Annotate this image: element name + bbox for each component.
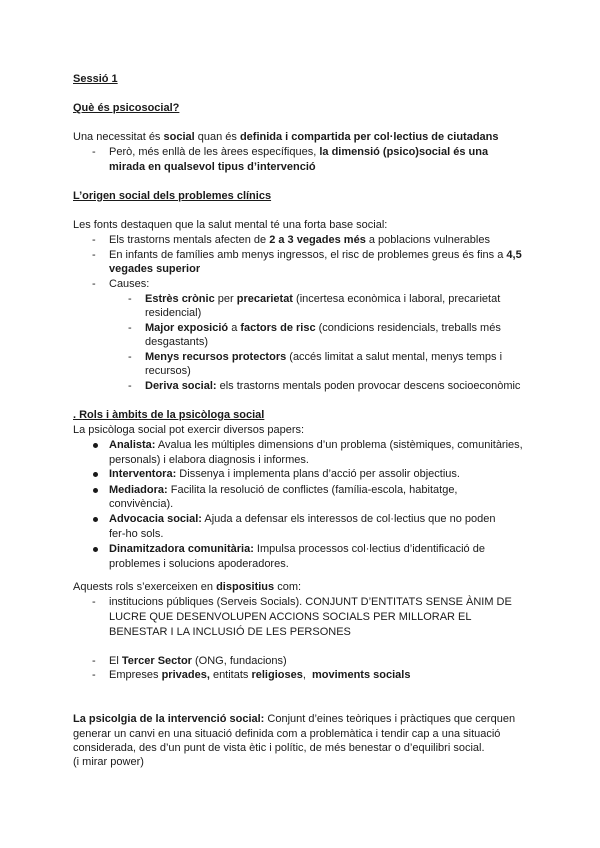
cause-1-text-b: per [214, 293, 237, 305]
def-text-1: Una necessitat és [73, 131, 164, 143]
cause-1 [145, 292, 500, 306]
disp-item-3-text-f: moviments socials [312, 669, 411, 681]
rol-4-label: Advocacia social: [109, 513, 202, 525]
dash-bullet: - [92, 278, 96, 290]
cause-4-text-a: Deriva social: [145, 380, 217, 392]
disp-item-3-text-a: Empreses [109, 669, 162, 681]
dash-bullet: - [92, 596, 96, 608]
origen-item-2-line-2: vegades superior [109, 263, 201, 275]
rol-1-text: Avalua les múltiples dimensions d’un problema (sistèmiques, comunitàries, [155, 439, 523, 451]
cause-3-line-2: recursos) [145, 365, 191, 377]
def-item-line-2: mirada en qualsevol tipus d’intervenció [109, 161, 316, 173]
origen-item-1-text-a: Els trastorns mentals afecten de [109, 234, 270, 246]
disp-item-3-text-b: privades, [161, 669, 210, 681]
disp-item-1-line-2: LUCRE QUE DESENVOLUPEN ACCIONS SOCIALS PER MILLORAR EL [109, 611, 472, 623]
cause-2-text-a: Major exposició [145, 322, 229, 334]
cause-2-text-b: a [228, 322, 241, 334]
origen-item-3: Causes: [109, 278, 150, 290]
def-text-2: social [163, 131, 195, 143]
heading-rols: . Rols i àmbits de la psicòloga social [73, 409, 265, 421]
origen-item-2 [109, 248, 522, 262]
final-definition [73, 712, 515, 726]
cause-1-text-d: (incertesa econòmica i laboral, precarietat [292, 293, 501, 305]
dash-bullet: - [92, 146, 96, 158]
disp-item-2-text-b: Tercer Sector [121, 655, 192, 667]
def-text-4: definida i compartida per col·lectius de ciutadans [239, 131, 499, 143]
rol-3-label: Mediadora: [109, 484, 168, 496]
disp-item-3-text-c: entitats [209, 669, 252, 681]
dash-bullet: - [92, 655, 96, 667]
rol-5-label: Dinamitzadora comunitària: [109, 543, 254, 555]
cause-2-text-d: (condicions residencials, treballs més [315, 322, 501, 334]
rol-3-text: Facilita la resolució de conflictes (família-escola, habitatge, [167, 484, 458, 496]
disp-item-3-text-e: , [302, 669, 312, 681]
disp-intro-a: Aquests rols s’exerceixen en [73, 581, 217, 593]
rol-5-text: Impulsa processos col·lectius d’identificació de [253, 543, 485, 555]
disp-item-1-line-3: BENESTAR I LA INCLUSIÓ DE LES PERSONES [109, 626, 351, 638]
cause-2-text-c: factors de risc [240, 322, 316, 334]
origen-item-1 [109, 233, 490, 247]
rol-5-line-2: problemes i solucions apoderadores. [109, 558, 289, 570]
final-text: Conjunt d’eines teòriques i pràctiques que cerquen [264, 713, 516, 725]
rol-4 [109, 512, 495, 526]
rols-intro: La psicòloga social pot exercir diversos papers: [73, 424, 305, 436]
rol-3-line-2: convivència). [109, 498, 174, 510]
cause-2 [145, 321, 501, 335]
origen-item-1-text-c: a poblacions vulnerables [365, 234, 490, 246]
rol-4-line-2: fer-ho sols. [109, 528, 164, 540]
rol-1 [109, 438, 523, 452]
cause-1-line-2: residencial) [145, 307, 202, 319]
cause-2-line-2: desgastants) [145, 336, 208, 348]
rol-4-text: Ajuda a defensar els interessos de col·lectius que no poden [201, 513, 496, 525]
dash-bullet: - [92, 234, 96, 246]
disp-item-2-text-a: El [109, 655, 122, 667]
disp-item-2-text-c: (ONG, fundacions) [191, 655, 287, 667]
disp-intro-b: dispositius [216, 581, 275, 593]
origen-intro: Les fonts destaquen que la salut mental té una forta base social: [73, 219, 388, 231]
rol-5 [109, 542, 485, 556]
disp-item-2 [109, 654, 287, 668]
heading-origen: L’origen social dels problemes clínics [73, 190, 272, 202]
disp-item-1: institucions públiques (Serveis Socials). CONJUNT D’ENTITATS SENSE ÀNIM DE [109, 596, 512, 608]
cause-3 [145, 350, 502, 364]
dash-bullet: - [92, 249, 96, 261]
dash-bullet: - [128, 380, 132, 392]
bullet-dot [93, 472, 98, 477]
dash-bullet: - [128, 293, 132, 305]
rol-3 [109, 483, 458, 497]
def-item-text-2: la dimensió (psico)social és una [319, 146, 489, 158]
cause-4-text-b: els trastorns mentals poden provocar descens socioeconòmic [216, 380, 521, 392]
rol-1-line-2: personals) i elabora diagnosis i informes. [109, 454, 309, 466]
rol-1-label: Analista: [109, 439, 156, 451]
rol-2-text: Dissenya i implementa plans d’acció per assolir objectius. [176, 468, 460, 480]
def-item-line-1 [109, 145, 488, 159]
cause-1-text-a: Estrès crònic [145, 293, 215, 305]
dash-bullet: - [128, 351, 132, 363]
def-text-3: quan és [194, 131, 240, 143]
disp-item-3-text-d: religioses [251, 669, 303, 681]
dash-bullet: - [128, 322, 132, 334]
disp-intro-c: com: [274, 581, 302, 593]
bullet-dot [93, 488, 98, 493]
origen-item-1-text-b: 2 a 3 vegades més [269, 234, 366, 246]
cause-4 [145, 379, 520, 393]
final-line-4: (i mirar power) [73, 756, 144, 768]
dash-bullet: - [92, 669, 96, 681]
def-item-text-1: Però, més enllà de les àrees específiques, [109, 146, 320, 158]
final-label: La psicolgia de la intervenció social: [73, 713, 265, 725]
rol-2-label: Interventora: [109, 468, 177, 480]
session-title: Sessió 1 [73, 73, 118, 85]
cause-3-text-b: (accés limitat a salut mental, menys temps i [286, 351, 503, 363]
origen-item-2-text-b: 4,5 [506, 249, 522, 261]
bullet-dot [93, 547, 98, 552]
bullet-dot [93, 443, 98, 448]
rol-2 [109, 467, 460, 481]
cause-1-text-c: precarietat [236, 293, 293, 305]
final-line-2: generar un canvi en una situació definida com a problemàtica i tendir cap a una situació [73, 728, 501, 740]
cause-3-text-a: Menys recursos protectors [145, 351, 287, 363]
definition-paragraph [73, 130, 499, 144]
final-line-3: considerada, des d’un punt de vista ètic i polític, de més benestar o d’equilibri social. [73, 742, 485, 754]
heading-psicosocial: Què és psicosocial? [73, 102, 180, 114]
origen-item-2-text-a: En infants de famílies amb menys ingressos, el risc de problemes greus és fins a [109, 249, 507, 261]
bullet-dot [93, 517, 98, 522]
disp-item-3 [109, 668, 410, 682]
dispositius-intro [73, 580, 301, 594]
